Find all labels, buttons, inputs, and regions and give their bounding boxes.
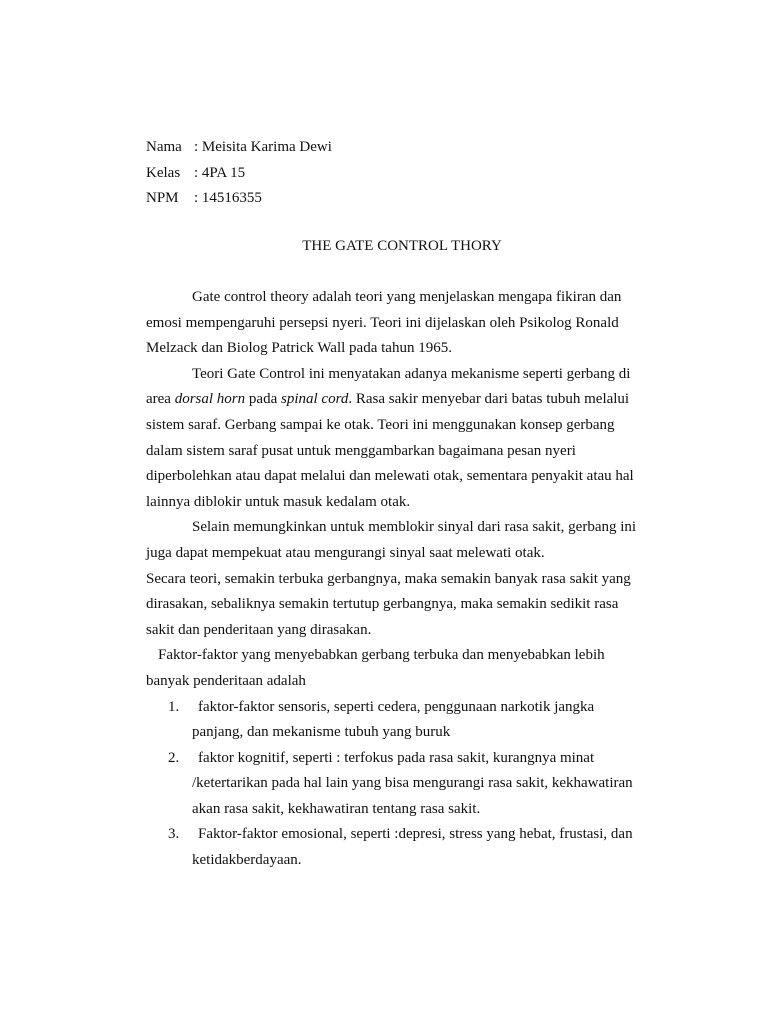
nama-label: Nama [146, 139, 182, 155]
list-item-continuation: /ketertarikan pada hal lain yang bisa mengurangi rasa sakit, kekhawatiran [192, 775, 633, 792]
paragraph-line: Teori Gate Control ini menyatakan adanya mekanisme seperti gerbang di [192, 365, 631, 382]
paragraph-line: Melzack dan Biolog Patrick Wall pada tahun 1965. [146, 340, 452, 357]
paragraph-line: diperbolehkan atau dapat melalui dan melewati otak, sementara penyakit atau hal [146, 468, 634, 485]
kelas-label: Kelas [146, 164, 181, 181]
list-item [146, 746, 646, 772]
list-item-text: faktor-faktor sensoris, seperti cedera, penggunaan narkotik jangka [198, 698, 595, 715]
list-number: 2. [168, 749, 180, 766]
text-fragment: . Rasa sakir menyebar dari batas tubuh melalui [348, 391, 630, 408]
paragraph-line: Selain memungkinkan untuk memblokir sinyal dari rasa sakit, gerbang ini [192, 519, 637, 536]
npm-label: NPM [146, 190, 179, 206]
student-info [146, 135, 332, 212]
nama-value: : Meisita Karima Dewi [194, 139, 332, 155]
paragraph-line: Gate control theory adalah teori yang menjelaskan mengapa fikiran dan [192, 289, 622, 305]
paragraph-line: juga dapat mempekuat atau mengurangi sinyal saat melewati otak. [146, 544, 545, 561]
npm-value: : 14516355 [194, 190, 262, 206]
text-fragment: pada [245, 391, 281, 408]
paragraph-line: dirasakan, sebaliknya semakin tertutup gerbangnya, maka semakin sedikit rasa [146, 596, 619, 613]
list-number: 3. [168, 826, 180, 843]
list-item-continuation: panjang, dan mekanisme tubuh yang buruk [192, 724, 451, 741]
list-item-continuation: ketidakberdayaan. [192, 852, 302, 869]
kelas-value: : 4PA 15 [194, 164, 246, 181]
italic-term-dorsal-horn: dorsal horn [174, 391, 246, 408]
paragraph-line: Faktor-faktor yang menyebabkan gerbang terbuka dan menyebabkan lebih [158, 647, 605, 664]
list-number: 1. [168, 698, 180, 715]
info-row-npm [146, 186, 332, 212]
list-item [146, 695, 646, 721]
document-title: THE GATE CONTROL THORY [302, 238, 502, 254]
info-row-kelas [146, 161, 332, 187]
paragraph-line: Secara teori, semakin terbuka gerbangnya, maka semakin banyak rasa sakit yang [146, 570, 631, 587]
list-item [146, 822, 646, 848]
paragraph-line: lainnya diblokir untuk masuk kedalam otak. [146, 493, 411, 510]
list-item-text: Faktor-faktor emosional, seperti :depresi, stress yang hebat, frustasi, dan [198, 826, 633, 843]
info-row-nama [146, 135, 332, 161]
paragraph-line: sistem saraf. Gerbang sampai ke otak. Teori ini menggunakan konsep gerbang [146, 416, 615, 433]
paragraph-line: emosi mempengaruhi persepsi nyeri. Teori ini dijelaskan oleh Psikolog Ronald [146, 314, 619, 331]
text-fragment: area [146, 391, 175, 408]
list-item-continuation: akan rasa sakit, kekhawatiran tentang rasa sakit. [192, 800, 481, 817]
paragraph-line: sakit dan penderitaan yang dirasakan. [146, 621, 372, 638]
list-item-text: faktor kognitif, seperti : terfokus pada rasa sakit, kurangnya minat [198, 749, 595, 766]
paragraph-line: dalam sistem saraf pusat untuk menggambarkan bagaimana pesan nyeri [146, 442, 576, 459]
italic-term-spinal-cord: spinal cord [280, 391, 349, 408]
paragraph-line: banyak penderitaan adalah [146, 672, 306, 689]
paragraph-line-italic-terms [146, 387, 646, 413]
document-body [146, 285, 646, 874]
